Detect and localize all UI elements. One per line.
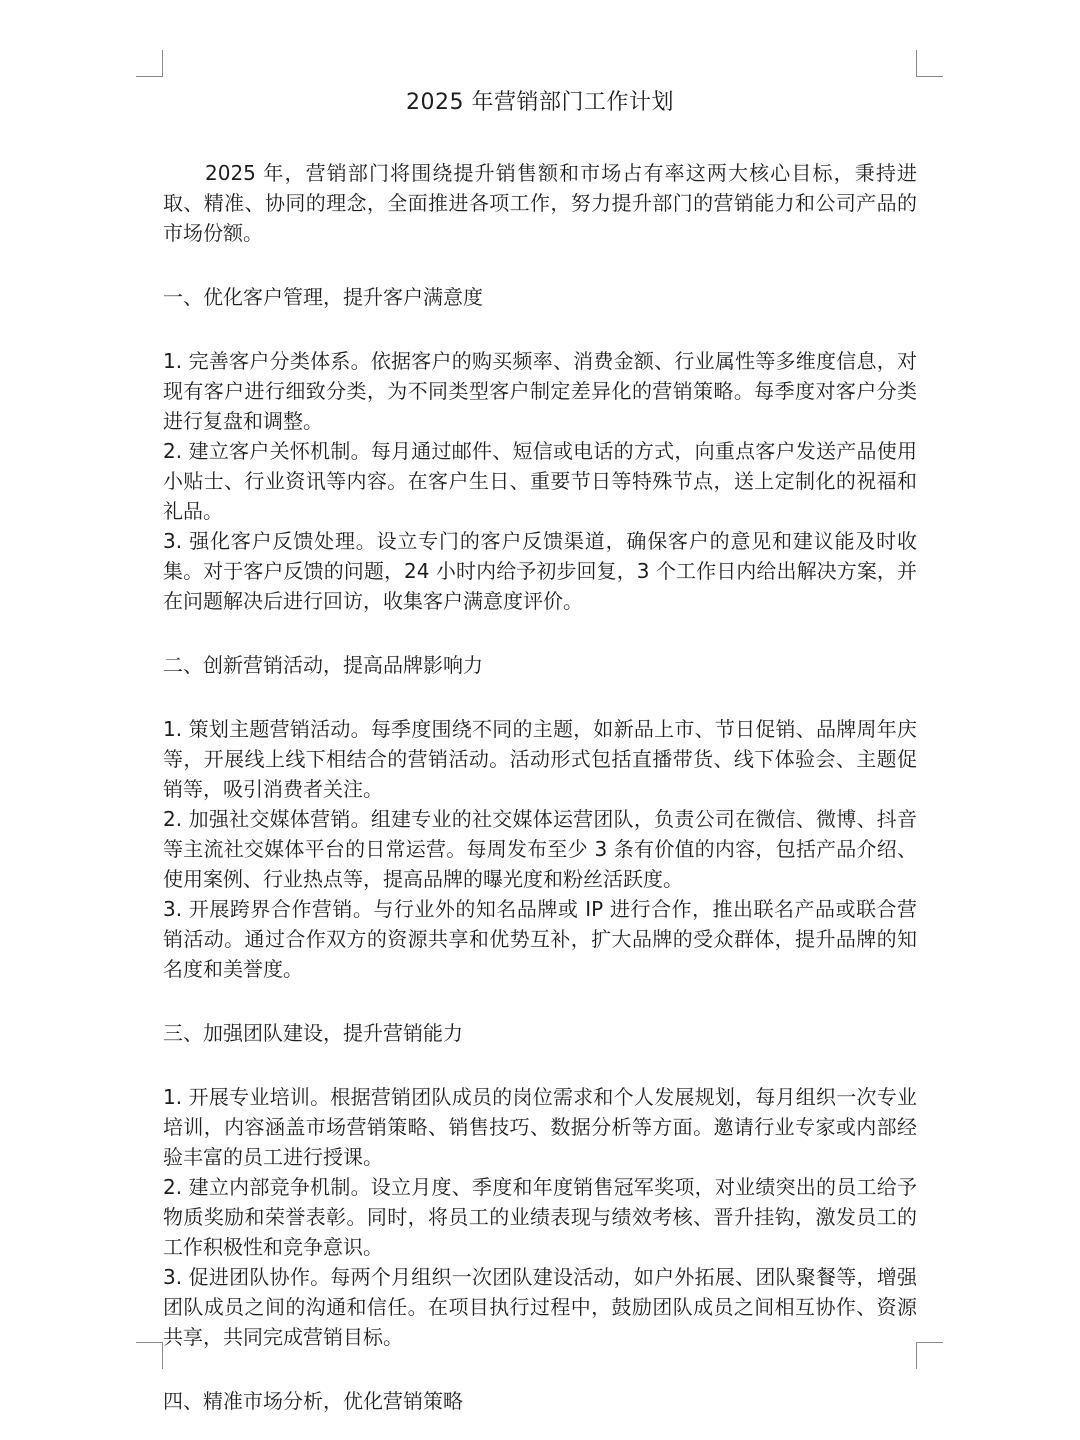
section-heading: 四、精准市场分析，优化营销策略 — [163, 1389, 463, 1413]
section-heading: 一、优化客户管理，提升客户满意度 — [163, 285, 483, 309]
section-items — [163, 1082, 917, 1352]
document-title: 2025 年营销部门工作计划 — [406, 90, 674, 115]
list-item: 2. 加强社交媒体营销。组建专业的社交媒体运营团队，负责公司在微信、微博、抖音等主流社交媒体平台的日常运营。每周发布至少 3 条有价值的内容，包括产品介绍、使用案例、行业热点等，提高品牌的曝光度和粉丝活跃度。 — [163, 807, 917, 891]
crop-mark-top-left — [136, 50, 163, 77]
list-item: 1. 完善客户分类体系。依据客户的购买频率、消费金额、行业属性等多维度信息，对现有客户进行细致分类，为不同类型客户制定差异化的营销策略。每季度对客户分类进行复盘和调整。 — [163, 349, 917, 433]
intro-paragraph: 2025 年，营销部门将围绕提升销售额和市场占有率这两大核心目标，秉持进取、精准、协同的理念，全面推进各项工作，努力提升部门的营销能力和公司产品的市场份额。 — [163, 161, 917, 245]
section-2 — [163, 650, 917, 984]
list-item: 3. 开展跨界合作营销。与行业外的知名品牌或 IP 进行合作，推出联名产品或联合营销活动。通过合作双方的资源共享和优势互补，扩大品牌的受众群体，提升品牌的知名度和美誉度。 — [163, 897, 917, 981]
list-item: 2. 建立内部竞争机制。设立月度、季度和年度销售冠军奖项，对业绩突出的员工给予物质奖励和荣誉表彰。同时，将员工的业绩表现与绩效考核、晋升挂钩，激发员工的工作积极性和竞争意识。 — [163, 1175, 917, 1259]
document-body — [163, 86, 917, 1416]
section-heading: 二、创新营销活动，提高品牌影响力 — [163, 653, 483, 677]
section-1 — [163, 282, 917, 616]
list-item: 3. 强化客户反馈处理。设立专门的客户反馈渠道，确保客户的意见和建议能及时收集。对于客户反馈的问题，24 小时内给予初步回复，3 个工作日内给出解决方案，并在问题解决后进行回访，收集客户满意度评价。 — [163, 529, 917, 613]
crop-mark-bottom-right — [916, 1342, 943, 1369]
list-item: 3. 促进团队协作。每两个月组织一次团队建设活动，如户外拓展、团队聚餐等，增强团队成员之间的沟通和信任。在项目执行过程中，鼓励团队成员之间相互协作、资源共享，共同完成营销目标。 — [163, 1265, 917, 1349]
section-items — [163, 346, 917, 616]
section-heading: 三、加强团队建设，提升营销能力 — [163, 1021, 463, 1045]
crop-mark-top-right — [916, 50, 943, 77]
section-3 — [163, 1018, 917, 1352]
list-item: 2. 建立客户关怀机制。每月通过邮件、短信或电话的方式，向重点客户发送产品使用小贴士、行业资讯等内容。在客户生日、重要节日等特殊节点，送上定制化的祝福和礼品。 — [163, 439, 917, 523]
section-items — [163, 714, 917, 984]
list-item: 1. 开展专业培训。根据营销团队成员的岗位需求和个人发展规划，每月组织一次专业培训，内容涵盖市场营销策略、销售技巧、数据分析等方面。邀请行业专家或内部经验丰富的员工进行授课。 — [163, 1085, 917, 1169]
crop-mark-bottom-left — [136, 1342, 163, 1369]
list-item: 1. 策划主题营销活动。每季度围绕不同的主题，如新品上市、节日促销、品牌周年庆等，开展线上线下相结合的营销活动。活动形式包括直播带货、线下体验会、主题促销等，吸引消费者关注。 — [163, 717, 917, 801]
section-4 — [163, 1386, 917, 1416]
